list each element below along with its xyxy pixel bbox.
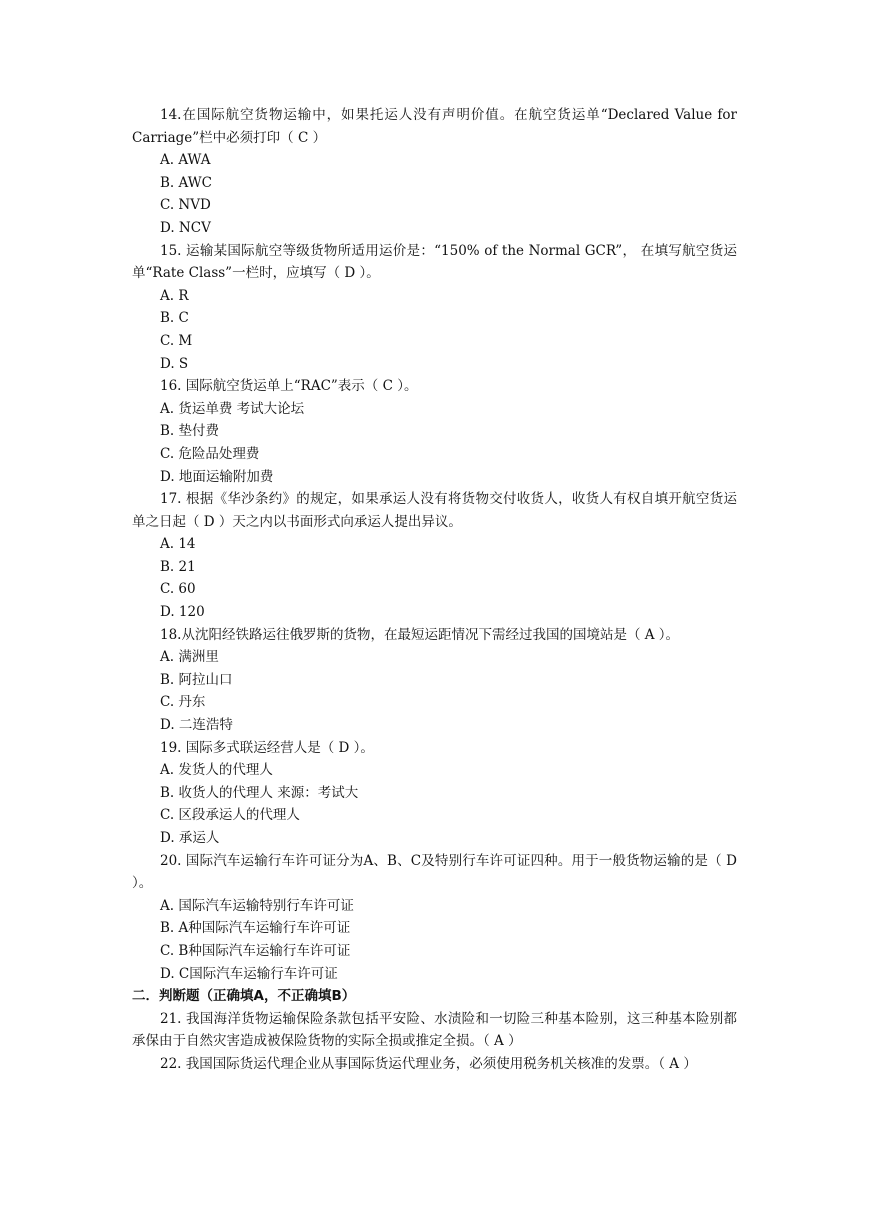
option-b: B. AWC	[160, 174, 212, 191]
option-b: B. 阿拉山口	[160, 671, 233, 688]
option-d: D. 120	[160, 604, 205, 621]
question-19	[132, 737, 737, 850]
question-text: 18.从沈阳经铁路运往俄罗斯的货物，在最短运距情况下需经过我国的国境站是（ A ）。	[160, 626, 680, 643]
question-text: 17. 根据《华沙条约》的规定，如果承运人没有将货物交付收货人，收货人有权自填开航空货运单之日起（ D ）天之内以书面形式向承运人提出异议。	[132, 491, 737, 530]
option-a: A. R	[160, 287, 189, 304]
question-22	[132, 1053, 737, 1076]
option-d: D. NCV	[160, 219, 211, 236]
question-text: 21. 我国海洋货物运输保险条款包括平安险、水渍险和一切险三种基本险别，这三种基本险别都承保由于自然灾害造成被保险货物的实际全损或推定全损。（ A ）	[132, 1010, 737, 1050]
section-heading: 二．判断题（正确填A，不正确填B）	[132, 988, 356, 1005]
question-text: 15. 运输某国际航空等级货物所适用运价是：“150% of the Normal GCR”， 在填写航空货运单“Rate Class”一栏时，应填写（ D ）。	[132, 242, 737, 282]
option-c: C. 60	[160, 581, 196, 598]
question-text: 14.在国际航空货物运输中，如果托运人没有声明价值。在航空货运单“Declared Value for Carriage”栏中必须打印（ C ）	[132, 107, 737, 146]
option-b: B. 收货人的代理人 来源：考试大	[160, 784, 359, 801]
option-b: B. 21	[160, 558, 196, 575]
option-c: C. M	[160, 332, 193, 349]
question-15	[132, 240, 737, 376]
option-b: B. A种国际汽车运输行车许可证	[160, 920, 351, 937]
question-20	[132, 850, 737, 986]
question-14	[132, 104, 737, 240]
option-c: C. 丹东	[160, 694, 206, 711]
option-c: C. B种国际汽车运输行车许可证	[160, 942, 351, 959]
option-b: B. 垫付费	[160, 423, 220, 440]
option-a: A. 14	[160, 536, 196, 553]
option-b: B. C	[160, 310, 189, 327]
question-18	[132, 624, 737, 737]
option-d: D. C国际汽车运输行车许可证	[160, 965, 338, 982]
option-a: A. 国际汽车运输特别行车许可证	[160, 897, 354, 914]
option-a: A. 发货人的代理人	[160, 762, 273, 779]
question-text: 16. 国际航空货运单上“RAC”表示（ C ）。	[160, 378, 418, 395]
option-d: D. 二连浩特	[160, 717, 233, 734]
option-c: C. NVD	[160, 197, 211, 214]
question-text: 20. 国际汽车运输行车许可证分为A、B、C及特别行车许可证四种。用于一般货物运输的是（ D ）。	[132, 852, 737, 892]
option-d: D. 地面运输附加费	[160, 468, 274, 485]
option-a: A. 货运单费 考试大论坛	[160, 400, 305, 417]
question-16	[132, 375, 737, 488]
option-d: D. S	[160, 355, 189, 372]
question-21	[132, 1008, 737, 1053]
option-d: D. 承运人	[160, 830, 220, 846]
question-text: 19. 国际多式联运经营人是（ D ）。	[160, 739, 374, 756]
question-17	[132, 488, 737, 624]
option-c: C. 区段承运人的代理人	[160, 807, 300, 824]
question-text: 22. 我国国际货运代理企业从事国际货运代理业务，必须使用税务机关核准的发票。（ A ）	[160, 1055, 697, 1072]
document-page	[132, 104, 737, 1076]
option-a: A. AWA	[160, 152, 211, 169]
option-a: A. 满洲里	[160, 649, 219, 666]
option-c: C. 危险品处理费	[160, 445, 260, 462]
